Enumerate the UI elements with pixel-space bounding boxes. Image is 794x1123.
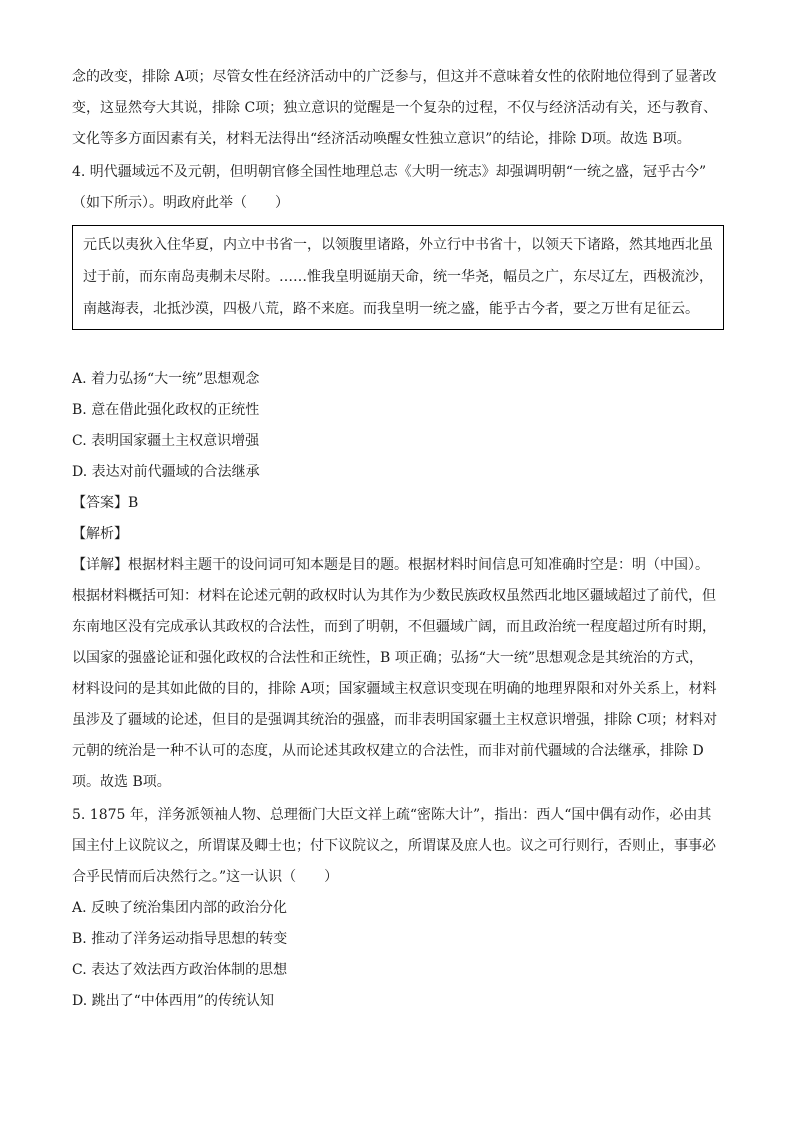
question-stem: 合乎民情而后决然行之。”这一认识（ ） [72, 869, 339, 885]
option-b: B. 推动了洋务运动指导思想的转变 [72, 931, 288, 947]
option-c: C. 表达了效法西方政治体制的思想 [72, 962, 288, 978]
quote-line: 过于前，而东南岛夷刜未尽附。……惟我皇明诞崩天命，统一华尧，幅员之广，东尽辽左，西极流沙， [83, 269, 713, 285]
question-stem: 国主付上议院议之，所谓谋及卿士也；付下议院议之，所谓谋及庶人也。议之可行则行，否则止，事事必 [72, 838, 716, 854]
text-line: 材料设问的是其如此做的目的，排除 A项；国家疆域主权意识变现在明确的地理界限和对外关系上，材料 [72, 681, 717, 697]
text-line: 念的改变，排除 A项；尽管女性在经济活动中的广泛参与，但这并不意味着女性的依附地位得到了显著改 [72, 69, 717, 85]
question-stem: 5. 1875 年，洋务派领袖人物、总理衙门大臣文祥上疏“密陈大计”，指出：西人“国中偶有动作，必由其 [72, 807, 712, 823]
text-line: 以国家的强盛论证和强化政权的合法性和正统性，B 项正确；弘扬“大一统”思想观念是其统治的方式， [72, 650, 704, 666]
analysis-label: 【解析】 [72, 526, 128, 542]
text-line: 元朝的统治是一种不认可的态度，从而论述其政权建立的合法性，而非对前代疆域的合法继承，排除 D [72, 743, 704, 759]
detail-explanation [72, 550, 724, 798]
question-4 [72, 157, 724, 798]
quote-line: 元氏以夷狄入住华夏，内立中书省一，以领腹里诸路，外立行中书省十，以领天下诸路，然其地西北虽 [83, 237, 713, 253]
text-line: 变，这显然夸大其说，排除 C项；独立意识的觉醒是一个复杂的过程，不仅与经济活动有关，还与教育、 [72, 100, 718, 116]
text-line: 虽涉及了疆域的论述，但目的是强调其统治的强盛，而非表明国家疆土主权意识增强，排除 C项；材料对 [72, 712, 718, 728]
text-line: 【详解】根据材料主题干的设问词可知本题是目的题。根据材料时间信息可知准确时空是：明（中国）。 [72, 557, 709, 573]
quote-box [72, 225, 724, 330]
option-d: D. 跳出了“中体西用”的传统认知 [72, 993, 274, 1009]
question-stem: 4. 明代疆域远不及元朝，但明朝官修全国性地理总志《大明一统志》却强调明朝“一统之盛，冠乎古今” [72, 164, 707, 180]
option-a: A. 着力弘扬“大一统”思想观念 [72, 371, 260, 387]
question-5 [72, 800, 724, 1017]
option-c: C. 表明国家疆土主权意识增强 [72, 433, 260, 449]
text-line: 东南地区没有完成承认其政权的合法性，而到了明朝，不但疆域广阔，而且政治统一程度超过所有时期， [72, 619, 716, 635]
option-d: D. 表达对前代疆域的合法继承 [72, 464, 260, 480]
question-stem: （如下所示）。明政府此举（ ） [72, 195, 289, 211]
text-line: 文化等多方面因素有关，材料无法得出“经济活动唤醒女性独立意识”的结论，排除 D项。故选 B项。 [72, 131, 691, 147]
q3-analysis-tail [72, 62, 724, 155]
answer-label: 【答案】B [72, 495, 139, 511]
option-a: A. 反映了统治集团内部的政治分化 [72, 900, 288, 916]
quote-line: 南越海表，北抵沙漠，四极八荒，路不来庭。而我皇明一统之盛，能乎古今者，要之万世有足征云。 [83, 301, 699, 317]
option-b: B. 意在借此强化政权的正统性 [72, 402, 260, 418]
text-line: 根据材料概括可知：材料在论述元朝的政权时认为其作为少数民族政权虽然西北地区疆域超过了前代，但 [72, 588, 716, 604]
document-page [72, 62, 724, 1017]
text-line: 项。故选 B项。 [72, 774, 171, 790]
